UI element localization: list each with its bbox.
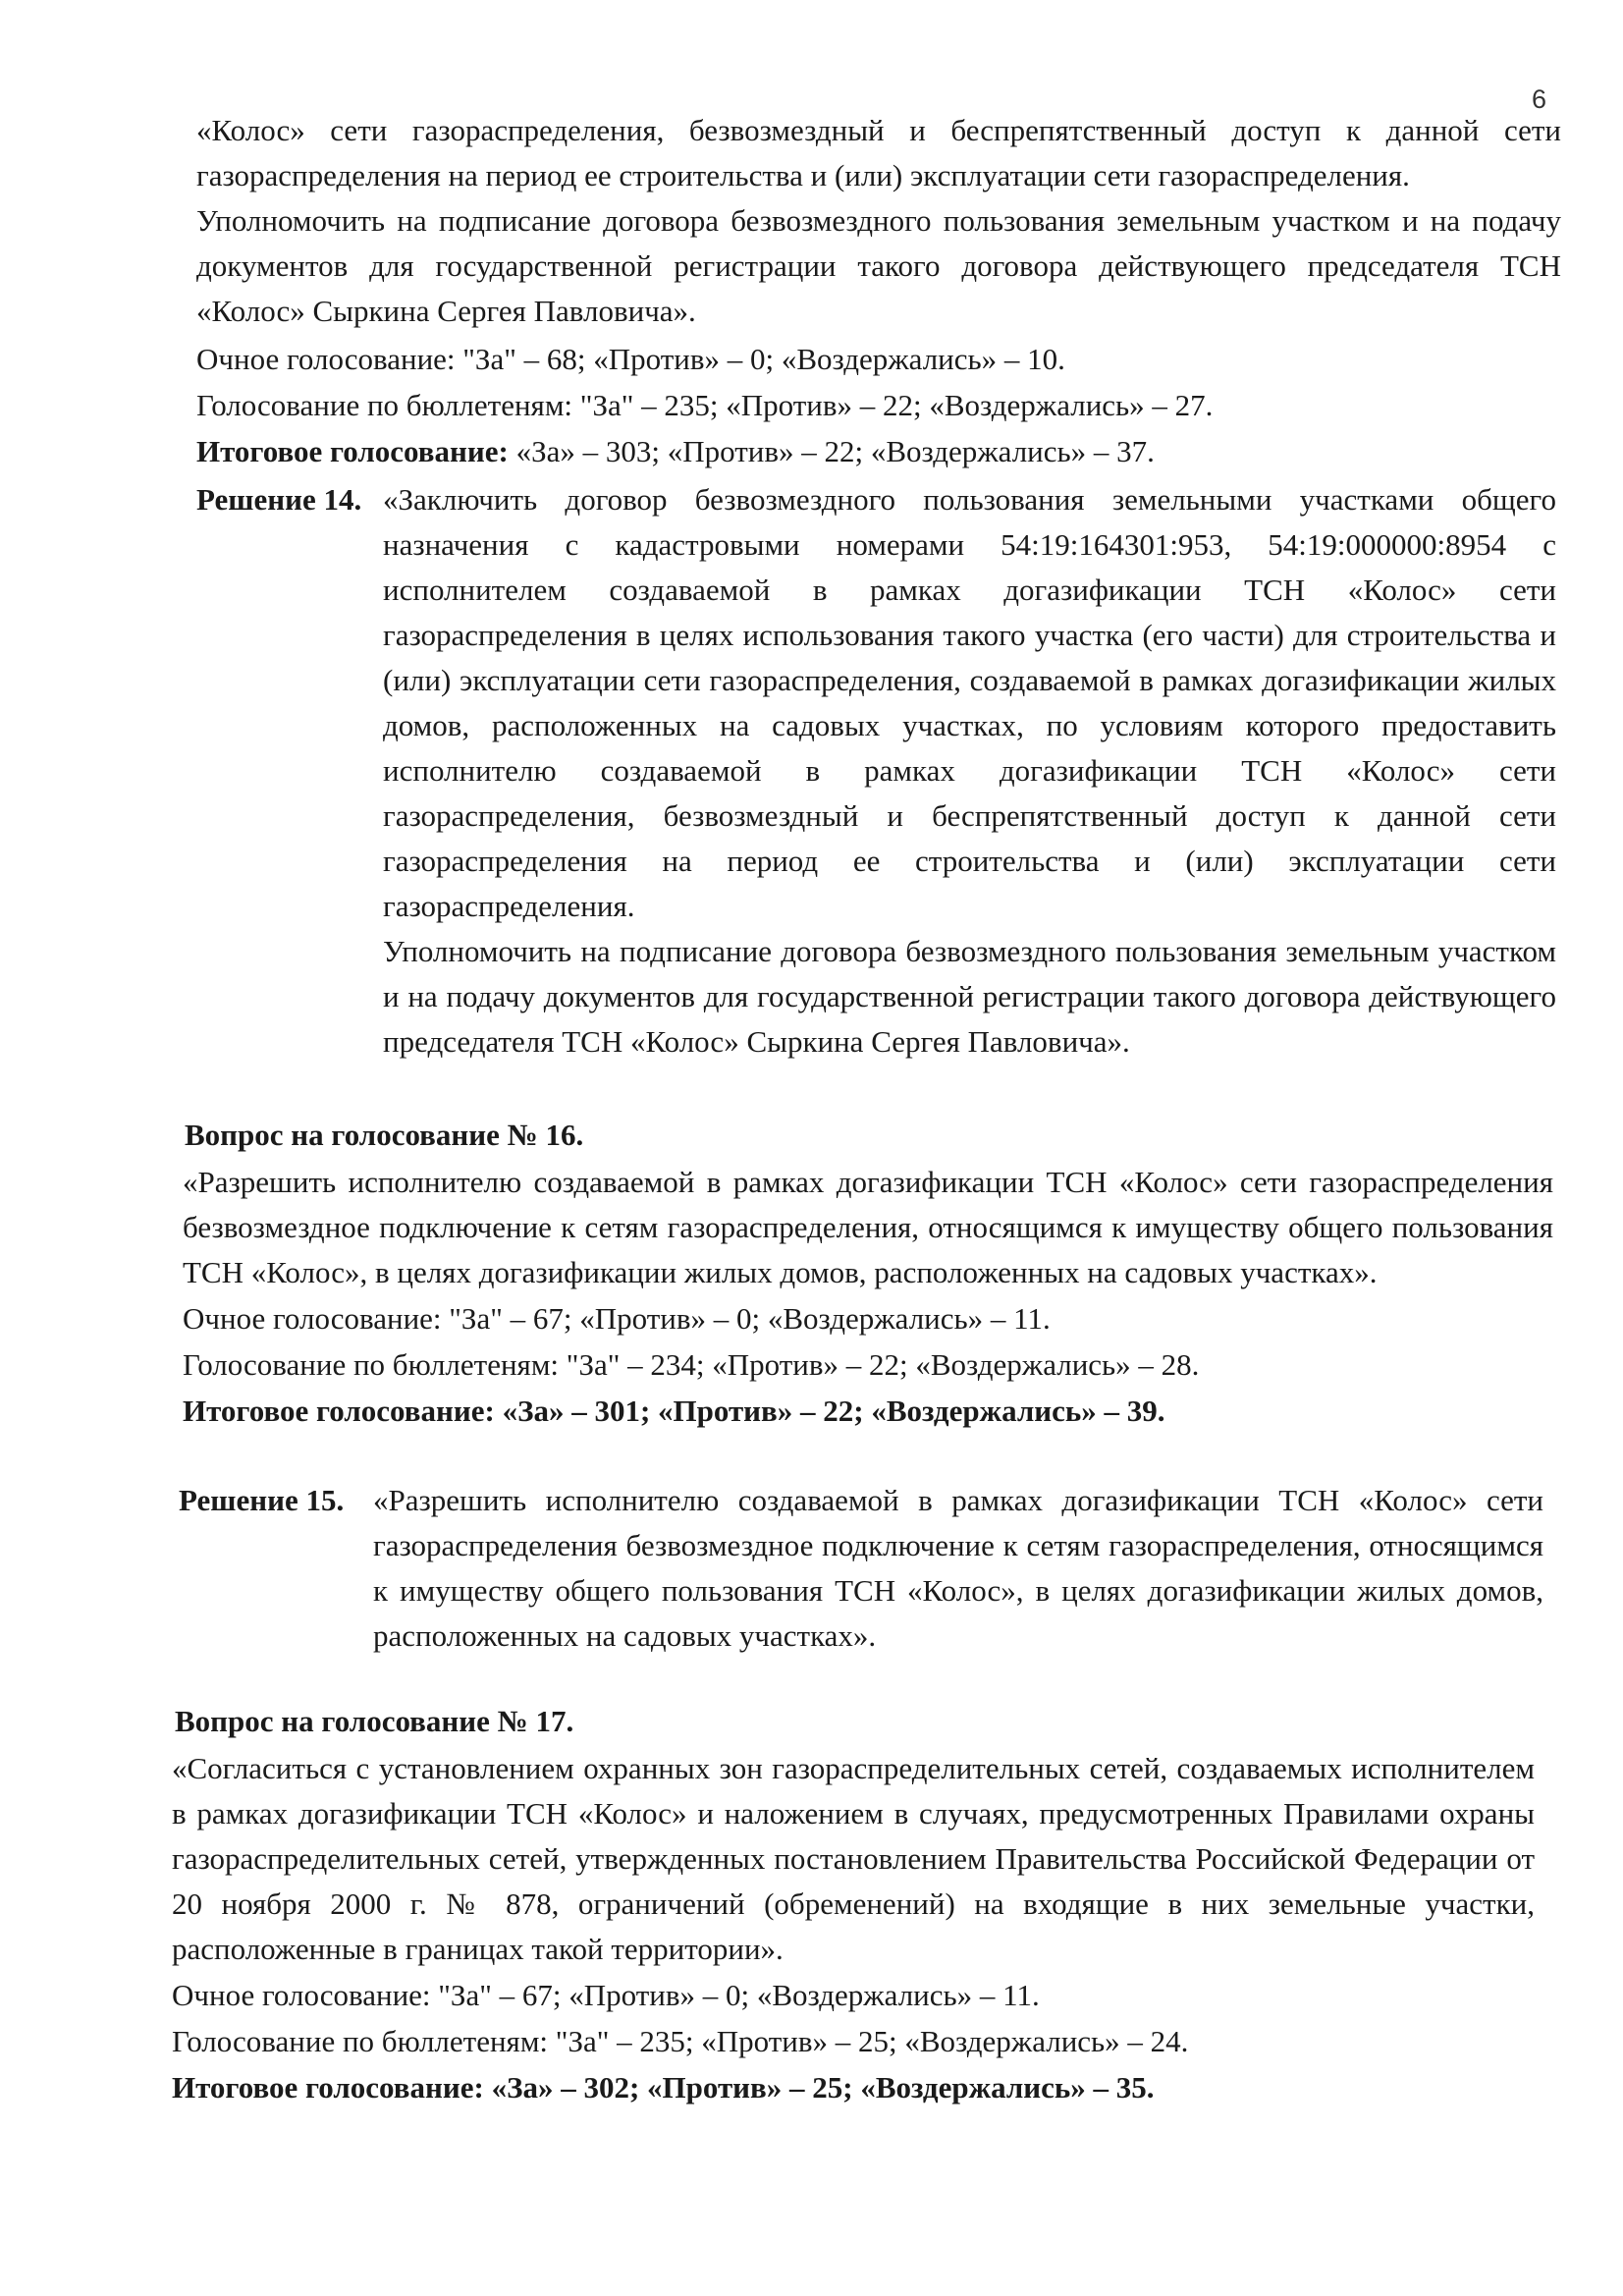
votes-block-15 [196,336,1473,474]
authorization-paragraph: Уполномочить на подписание договора безвозмездного пользования земельным участком и на подачу документов для государственной регистрации такого договора действующего председателя ТСН «Колос» Сыркина Сергея Павловича». [196,203,1561,328]
vote-in-person: Очное голосование: "За" – 68; «Против» – 0; «Воздержались» – 10. [196,342,1065,376]
decision-15-label: Решение 15. [179,1483,345,1517]
vote-in-person: Очное голосование: "За" – 67; «Против» – 0; «Воздержались» – 11. [183,1301,1051,1336]
page-number: 6 [1532,84,1547,114]
decision-14-text: «Заключить договор безвозмездного пользования земельными участками общего назначения с кадастровыми номерами 54:19:164301:953, 54:19:000000:8954 с исполнителем создаваемой в рамках догазификации ТСН «Колос» сети газораспределения в целях использования такого участка (его части) для строительства и (или) эксплуатации сети газораспределения, создаваемой в рамках догазификации жилых домов, расположенных на садовых участках, по условиям которого предоставить исполнителю создаваемой в рамках догазификации ТСН «Колос» сети газораспределения, безвозмездный и беспрепятственный доступ к данной сети газораспределения на период ее строительства и (или) эксплуатации сети газораспределения. [383,482,1556,923]
question-16-text: «Разрешить исполнителю создаваемой в рамках догазификации ТСН «Колос» сети газораспределения безвозмездное подключение к сетям газораспределения, относящимся к имуществу общего пользования ТСН «Колос», в целях догазификации жилых домов, расположенных на садовых участках». [183,1165,1553,1289]
decision-15-text: «Разрешить исполнителю создаваемой в рамках догазификации ТСН «Колос» сети газораспределения безвозмездное подключение к сетям газораспределения, относящимся к имуществу общего пользования ТСН «Колос», в целях догазификации жилых домов, расположенных на садовых участках». [373,1483,1543,1653]
decision-14-authorization: Уполномочить на подписание договора безвозмездного пользования земельным участком и на подачу документов для государственной регистрации такого договора действующего председателя ТСН «Колос» Сыркина Сергея Павловича». [383,934,1556,1059]
vote-ballot: Голосование по бюллетеням: "За" – 235; «Против» – 22; «Воздержались» – 27. [196,388,1214,422]
question-17-body [172,1746,1535,2110]
question-16-body [183,1160,1553,1434]
vote-total-values: «За» – 303; «Против» – 22; «Воздержались» – 37. [508,434,1155,468]
vote-total: Итоговое голосование: «За» – 302; «Против» – 25; «Воздержались» – 35. [172,2070,1155,2105]
vote-ballot: Голосование по бюллетеням: "За" – 235; «Против» – 25; «Воздержались» – 24. [172,2024,1189,2058]
decision-14-body [383,477,1556,1065]
vote-total-label: Итоговое голосование: [196,434,509,468]
vote-ballot: Голосование по бюллетеням: "За" – 234; «Против» – 22; «Воздержались» – 28. [183,1347,1200,1382]
vote-in-person: Очное голосование: "За" – 67; «Против» – 0; «Воздержались» – 11. [172,1978,1040,2012]
decision-14-label: Решение 14. [196,482,362,517]
continuation-block [196,108,1561,334]
vote-total: Итоговое голосование: «За» – 301; «Против» – 22; «Воздержались» – 39. [183,1394,1165,1428]
decision-15-body [373,1478,1543,1659]
question-17-heading: Вопрос на голосование № 17. [175,1704,574,1738]
continuation-paragraph: «Колос» сети газораспределения, безвозмездный и беспрепятственный доступ к данной сети газораспределения на период ее строительства и (или) эксплуатации сети газораспределения. [196,113,1561,192]
question-16-heading: Вопрос на голосование № 16. [185,1118,584,1152]
vote-total [196,428,1473,474]
question-17-text: «Согласиться с установлением охранных зон газораспределительных сетей, создаваемых исполнителем в рамках догазификации ТСН «Колос» и наложением в случаях, предусмотренных Правилами охраны газораспределительных сетей, утвержденных постановлением Правительства Российской Федерации от 20 ноября 2000 г. № 878, ограничений (обременений) на входящие в них земельные участки, расположенные в границах такой территории». [172,1751,1535,1966]
